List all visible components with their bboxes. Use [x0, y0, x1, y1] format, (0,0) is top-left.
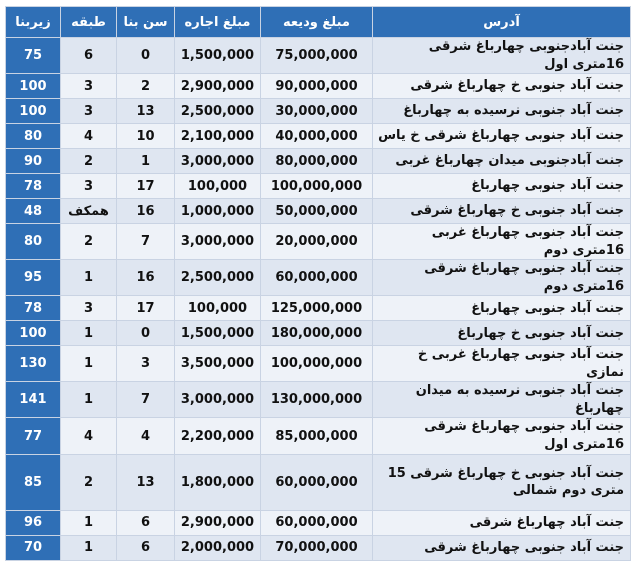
cell-floor: 1: [61, 510, 117, 535]
cell-address: جنت آبادجنوبی چهارباغ شرقی 16متری اول: [373, 38, 631, 74]
cell-address: جنت آباد چهارباغ شرقی: [373, 510, 631, 535]
cell-age: 6: [117, 535, 175, 560]
cell-address: جنت آباد جنوبی خ چهارباغ: [373, 321, 631, 346]
cell-area: 100: [6, 99, 61, 124]
cell-floor: 3: [61, 99, 117, 124]
cell-deposit: 100,000,000: [261, 346, 373, 382]
table-row: [6, 38, 631, 74]
cell-rent: 1,000,000: [175, 199, 261, 224]
table-row: [6, 260, 631, 296]
cell-floor: 1: [61, 535, 117, 560]
cell-age: 3: [117, 346, 175, 382]
cell-age: 16: [117, 260, 175, 296]
cell-age: 7: [117, 382, 175, 418]
cell-address: جنت آباد جنوبی چهارباغ شرقی: [373, 535, 631, 560]
cell-rent: 3,000,000: [175, 149, 261, 174]
cell-deposit: 60,000,000: [261, 510, 373, 535]
header-deposit: مبلغ ودیعه: [261, 7, 373, 38]
cell-area: 96: [6, 510, 61, 535]
table-row: [6, 321, 631, 346]
cell-address: جنت آباد جنوبی چهارباغ شرقی 16متری دوم: [373, 260, 631, 296]
cell-floor: 2: [61, 454, 117, 510]
cell-area: 75: [6, 38, 61, 74]
cell-address: جنت آباد جنوبی خ چهارباغ شرقی 15 متری دوم شمالی: [373, 454, 631, 510]
cell-rent: 3,500,000: [175, 346, 261, 382]
cell-deposit: 50,000,000: [261, 199, 373, 224]
cell-rent: 100,000: [175, 296, 261, 321]
table-row: [6, 124, 631, 149]
cell-deposit: 40,000,000: [261, 124, 373, 149]
cell-age: 4: [117, 418, 175, 454]
cell-floor: 3: [61, 74, 117, 99]
cell-area: 100: [6, 74, 61, 99]
cell-area: 100: [6, 321, 61, 346]
table-row: [6, 199, 631, 224]
cell-age: 17: [117, 296, 175, 321]
cell-rent: 1,800,000: [175, 454, 261, 510]
header-age: سن بنا: [117, 7, 175, 38]
cell-area: 80: [6, 224, 61, 260]
cell-address: جنت آباد جنوبی چهارباغ: [373, 296, 631, 321]
table-row: [6, 174, 631, 199]
table-row: [6, 382, 631, 418]
cell-area: 78: [6, 174, 61, 199]
cell-floor: همکف: [61, 199, 117, 224]
cell-age: 6: [117, 510, 175, 535]
cell-age: 13: [117, 99, 175, 124]
header-row: [6, 7, 631, 38]
cell-rent: 2,500,000: [175, 260, 261, 296]
cell-floor: 2: [61, 149, 117, 174]
cell-rent: 2,200,000: [175, 418, 261, 454]
cell-area: 78: [6, 296, 61, 321]
cell-floor: 3: [61, 296, 117, 321]
cell-floor: 4: [61, 124, 117, 149]
cell-rent: 2,900,000: [175, 510, 261, 535]
cell-deposit: 100,000,000: [261, 174, 373, 199]
cell-area: 95: [6, 260, 61, 296]
cell-address: جنت آبادجنوبی میدان چهارباغ غربی: [373, 149, 631, 174]
cell-floor: 1: [61, 346, 117, 382]
cell-deposit: 30,000,000: [261, 99, 373, 124]
cell-address: جنت آباد جنوبی چهارباغ شرقی خ یاس: [373, 124, 631, 149]
cell-deposit: 125,000,000: [261, 296, 373, 321]
table-row: [6, 296, 631, 321]
cell-rent: 2,900,000: [175, 74, 261, 99]
cell-address: جنت آباد جنوبی نرسیده به چهارباغ: [373, 99, 631, 124]
cell-floor: 3: [61, 174, 117, 199]
table-row: [6, 224, 631, 260]
cell-address: جنت آباد جنوبی چهارباغ: [373, 174, 631, 199]
cell-area: 48: [6, 199, 61, 224]
cell-floor: 6: [61, 38, 117, 74]
cell-area: 90: [6, 149, 61, 174]
cell-age: 7: [117, 224, 175, 260]
cell-address: جنت آباد جنوبی نرسیده به میدان چهارباغ: [373, 382, 631, 418]
cell-rent: 3,000,000: [175, 382, 261, 418]
cell-area: 85: [6, 454, 61, 510]
table-row: [6, 418, 631, 454]
cell-address: جنت آباد جنوبی خ چهارباغ شرقی: [373, 199, 631, 224]
cell-age: 16: [117, 199, 175, 224]
cell-floor: 2: [61, 224, 117, 260]
cell-rent: 1,500,000: [175, 321, 261, 346]
cell-area: 141: [6, 382, 61, 418]
cell-floor: 1: [61, 321, 117, 346]
cell-deposit: 70,000,000: [261, 535, 373, 560]
cell-address: جنت آباد جنوبی چهارباغ غربی 16متری دوم: [373, 224, 631, 260]
table-row: [6, 454, 631, 510]
cell-area: 70: [6, 535, 61, 560]
table-row: [6, 149, 631, 174]
cell-floor: 1: [61, 382, 117, 418]
cell-address: جنت آباد جنوبی خ چهارباغ شرقی: [373, 74, 631, 99]
table-row: [6, 74, 631, 99]
cell-rent: 3,000,000: [175, 224, 261, 260]
cell-deposit: 60,000,000: [261, 260, 373, 296]
cell-rent: 2,100,000: [175, 124, 261, 149]
cell-age: 17: [117, 174, 175, 199]
cell-deposit: 130,000,000: [261, 382, 373, 418]
cell-deposit: 75,000,000: [261, 38, 373, 74]
cell-age: 2: [117, 74, 175, 99]
table-row: [6, 535, 631, 560]
cell-deposit: 20,000,000: [261, 224, 373, 260]
header-rent: مبلغ اجاره: [175, 7, 261, 38]
cell-address: جنت آباد جنوبی چهارباغ غربی خ نمازی: [373, 346, 631, 382]
cell-rent: 2,000,000: [175, 535, 261, 560]
cell-rent: 1,500,000: [175, 38, 261, 74]
cell-age: 13: [117, 454, 175, 510]
cell-floor: 4: [61, 418, 117, 454]
table-row: [6, 510, 631, 535]
cell-age: 0: [117, 321, 175, 346]
cell-deposit: 90,000,000: [261, 74, 373, 99]
rental-listings-table: [5, 6, 631, 561]
cell-rent: 2,500,000: [175, 99, 261, 124]
cell-age: 10: [117, 124, 175, 149]
cell-rent: 100,000: [175, 174, 261, 199]
cell-deposit: 180,000,000: [261, 321, 373, 346]
cell-floor: 1: [61, 260, 117, 296]
cell-age: 0: [117, 38, 175, 74]
header-floor: طبقه: [61, 7, 117, 38]
cell-address: جنت آباد جنوبی چهارباغ شرقی 16متری اول: [373, 418, 631, 454]
cell-deposit: 60,000,000: [261, 454, 373, 510]
cell-deposit: 85,000,000: [261, 418, 373, 454]
cell-area: 130: [6, 346, 61, 382]
header-address: آدرس: [373, 7, 631, 38]
header-area: زیربنا: [6, 7, 61, 38]
cell-age: 1: [117, 149, 175, 174]
cell-area: 77: [6, 418, 61, 454]
table-row: [6, 346, 631, 382]
cell-deposit: 80,000,000: [261, 149, 373, 174]
table-row: [6, 99, 631, 124]
cell-area: 80: [6, 124, 61, 149]
